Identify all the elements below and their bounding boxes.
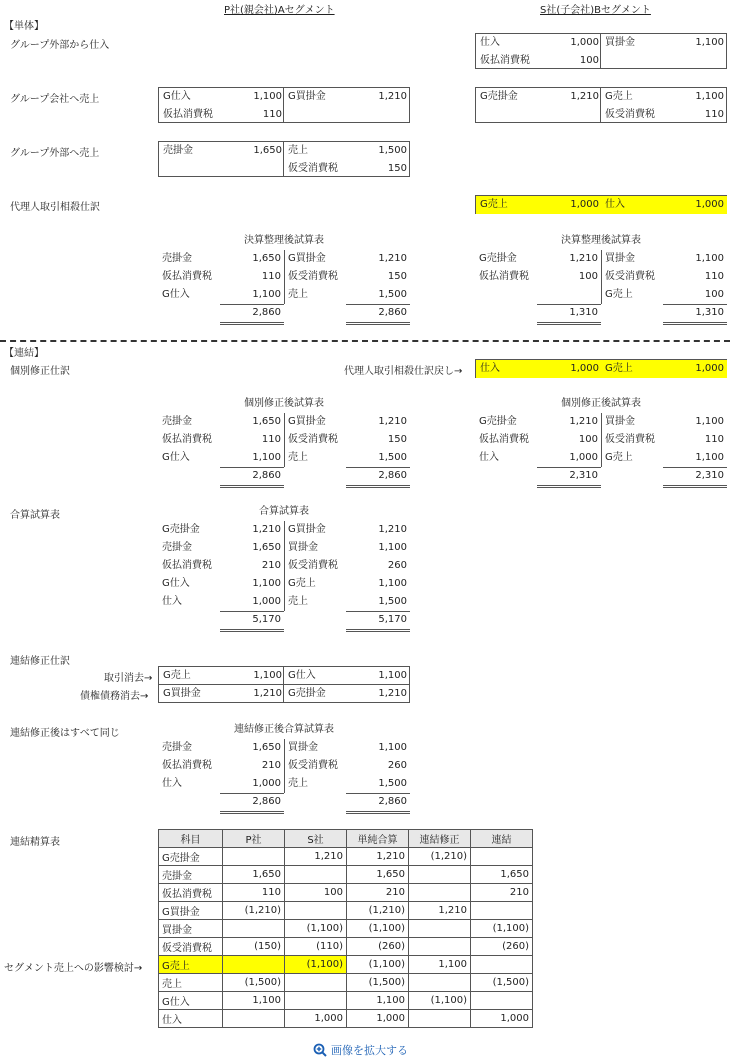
tb-account: 仕入 bbox=[479, 452, 499, 463]
tb-double-line bbox=[346, 811, 410, 814]
tb-total-amount: 2,860 bbox=[378, 470, 407, 481]
tb-account: 仮払消費税 bbox=[479, 271, 529, 282]
tb-left-row bbox=[158, 268, 284, 286]
tb-account: 仮受消費税 bbox=[288, 560, 338, 571]
tb-account: G仕入 bbox=[162, 289, 190, 300]
zoom-label[interactable]: 画像を拡大する bbox=[331, 1044, 408, 1057]
tb-account: G売掛金 bbox=[162, 524, 200, 535]
tb-total-amount: 2,310 bbox=[569, 470, 598, 481]
journal-s-agent-offset: G売上 1,000 仕入 1,000 bbox=[475, 195, 727, 214]
tb-title: 連結修正後合算試算表 bbox=[234, 724, 334, 735]
tb-double-line bbox=[346, 629, 410, 632]
table-cell: (1,100) bbox=[409, 992, 471, 1010]
table-cell: (1,100) bbox=[471, 920, 533, 938]
zoom-link[interactable] bbox=[313, 1042, 408, 1058]
tb-amount: 260 bbox=[387, 760, 407, 771]
tb-right-row bbox=[601, 449, 727, 467]
tb-double-line bbox=[537, 485, 601, 488]
tb-right-row bbox=[284, 593, 410, 611]
tb-amount: 1,100 bbox=[378, 542, 407, 553]
tb-account: 仮払消費税 bbox=[479, 434, 529, 445]
tb-amount: 1,500 bbox=[378, 596, 407, 607]
tb-account: G売掛金 bbox=[479, 416, 517, 427]
tb-total-amount: 2,860 bbox=[252, 470, 281, 481]
tb-left-row bbox=[158, 539, 284, 557]
tb-left-row bbox=[475, 413, 601, 431]
tb-amount: 1,000 bbox=[569, 452, 598, 463]
table-cell bbox=[409, 884, 471, 902]
tb-left-row bbox=[475, 268, 601, 286]
table-cell: (1,500) bbox=[471, 974, 533, 992]
tb-account: G売上 bbox=[605, 452, 633, 463]
tb-account: 仮払消費税 bbox=[162, 271, 212, 282]
tb-account: 仮受消費税 bbox=[288, 434, 338, 445]
tb-account: 仮払消費税 bbox=[162, 434, 212, 445]
table-cell: 売上 bbox=[159, 974, 223, 992]
table-cell bbox=[471, 992, 533, 1010]
tb-right-row bbox=[601, 268, 727, 286]
tb-left-row bbox=[158, 757, 284, 775]
table-row bbox=[159, 848, 533, 866]
table-cell: (260) bbox=[347, 938, 409, 956]
tb-total-row bbox=[475, 304, 601, 322]
tb-left-row bbox=[475, 449, 601, 467]
tb-title: 合算試算表 bbox=[259, 506, 309, 517]
tb-amount: 1,100 bbox=[695, 452, 724, 463]
tb-right-row bbox=[284, 521, 410, 539]
tb-amount: 100 bbox=[578, 271, 598, 282]
tb-account: G仕入 bbox=[162, 452, 190, 463]
table-cell: (110) bbox=[285, 938, 347, 956]
table-row bbox=[159, 866, 533, 884]
tb-amount: 1,650 bbox=[252, 742, 281, 753]
table-row bbox=[159, 974, 533, 992]
table-cell bbox=[471, 956, 533, 974]
tb-total-amount: 2,860 bbox=[252, 796, 281, 807]
zoom-in-icon bbox=[313, 1043, 327, 1057]
tb-account: 売上 bbox=[288, 596, 308, 607]
table-cell bbox=[409, 920, 471, 938]
tb-account: G売上 bbox=[605, 289, 633, 300]
tb-account: 買掛金 bbox=[605, 416, 635, 427]
table-cell bbox=[409, 1010, 471, 1028]
tb-amount: 1,000 bbox=[252, 778, 281, 789]
table-cell: 仮受消費税 bbox=[159, 938, 223, 956]
tb-right-row bbox=[601, 250, 727, 268]
tb-account: 買掛金 bbox=[288, 542, 318, 553]
label-agent-offset: 代理人取引相殺仕訳 bbox=[10, 202, 100, 213]
tb-left-row bbox=[158, 521, 284, 539]
table-cell: 1,650 bbox=[223, 866, 285, 884]
tb-amount: 110 bbox=[261, 434, 281, 445]
tb-account: 仕入 bbox=[162, 596, 182, 607]
tb-double-line bbox=[537, 322, 601, 325]
tb-amount: 1,210 bbox=[378, 524, 407, 535]
table-cell: (1,100) bbox=[285, 920, 347, 938]
tb-account: G買掛金 bbox=[288, 416, 326, 427]
tb-account: 買掛金 bbox=[605, 253, 635, 264]
table-row bbox=[159, 938, 533, 956]
tb-right-row bbox=[284, 449, 410, 467]
tb-amount: 1,100 bbox=[695, 416, 724, 427]
tb-account: 売掛金 bbox=[162, 253, 192, 264]
table-cell bbox=[223, 1010, 285, 1028]
label-ext-sale: グループ外部へ売上 bbox=[10, 148, 100, 159]
table-cell: (1,100) bbox=[285, 956, 347, 974]
table-row bbox=[159, 884, 533, 902]
tb-left-row bbox=[475, 431, 601, 449]
tb-right-row bbox=[284, 539, 410, 557]
tb-total-row bbox=[284, 793, 410, 811]
tb-account: 仮受消費税 bbox=[288, 760, 338, 771]
table-cell: 1,650 bbox=[347, 866, 409, 884]
table-row bbox=[159, 956, 533, 974]
tb-right-row bbox=[284, 268, 410, 286]
tb-total-row bbox=[475, 467, 601, 485]
table-cell: G売掛金 bbox=[159, 848, 223, 866]
tb-total-amount: 5,170 bbox=[378, 614, 407, 625]
tb-total-amount: 2,860 bbox=[252, 307, 281, 318]
table-cell: 1,650 bbox=[471, 866, 533, 884]
tb-amount: 1,100 bbox=[378, 578, 407, 589]
label-trans-elim: 取引消去→ bbox=[104, 673, 153, 684]
table-cell: 1,000 bbox=[471, 1010, 533, 1028]
tb-amount: 1,500 bbox=[378, 452, 407, 463]
header-s-company: S社(子会社)Bセグメント bbox=[540, 5, 651, 16]
table-cell: (260) bbox=[471, 938, 533, 956]
tb-account: 仮受消費税 bbox=[605, 271, 655, 282]
table-cell bbox=[285, 992, 347, 1010]
tb-account: G買掛金 bbox=[288, 524, 326, 535]
tb-left-row bbox=[158, 250, 284, 268]
worksheet-header: S社 bbox=[285, 830, 347, 848]
tb-amount: 1,650 bbox=[252, 542, 281, 553]
tb-amount: 1,500 bbox=[378, 778, 407, 789]
label-consol-adj: 連結修正仕訳 bbox=[10, 656, 70, 667]
tb-right-row bbox=[601, 431, 727, 449]
tb-amount: 1,210 bbox=[378, 416, 407, 427]
tb-total-row bbox=[158, 467, 284, 485]
table-cell: 1,210 bbox=[347, 848, 409, 866]
tb-right-row bbox=[284, 775, 410, 793]
header-p-company: P社(親会社)Aセグメント bbox=[224, 5, 335, 16]
tb-total-row bbox=[601, 304, 727, 322]
tb-title: 個別修正後試算表 bbox=[244, 398, 324, 409]
label-debt-elim: 債権債務消去→ bbox=[80, 691, 149, 702]
table-cell: 100 bbox=[285, 884, 347, 902]
tb-double-line bbox=[220, 811, 284, 814]
tb-double-line bbox=[663, 485, 727, 488]
worksheet-header: 連結 bbox=[471, 830, 533, 848]
table-cell: 1,210 bbox=[285, 848, 347, 866]
table-cell: 買掛金 bbox=[159, 920, 223, 938]
tb-title: 決算整理後試算表 bbox=[244, 235, 324, 246]
table-cell bbox=[285, 902, 347, 920]
tb-right-row bbox=[284, 757, 410, 775]
table-cell: 210 bbox=[471, 884, 533, 902]
tb-total-row bbox=[158, 793, 284, 811]
table-cell: 1,100 bbox=[223, 992, 285, 1010]
tb-total-amount: 2,310 bbox=[695, 470, 724, 481]
table-cell bbox=[223, 848, 285, 866]
tb-title: 決算整理後試算表 bbox=[561, 235, 641, 246]
tb-right-row bbox=[601, 286, 727, 304]
table-cell bbox=[471, 902, 533, 920]
table-row bbox=[159, 920, 533, 938]
tb-total-row bbox=[158, 304, 284, 322]
consol-worksheet bbox=[158, 829, 533, 1028]
tb-account: G売掛金 bbox=[479, 253, 517, 264]
journal-s-group-sale: G売掛金 1,210 G売上 1,100 仮受消費税 110 bbox=[475, 87, 727, 123]
tb-right-row bbox=[284, 557, 410, 575]
tb-total-row bbox=[601, 467, 727, 485]
tb-double-line bbox=[346, 485, 410, 488]
tb-account: 仮受消費税 bbox=[605, 434, 655, 445]
tb-account: 売掛金 bbox=[162, 742, 192, 753]
table-cell: (150) bbox=[223, 938, 285, 956]
label-combined-tb: 合算試算表 bbox=[10, 510, 60, 521]
tb-total-amount: 2,860 bbox=[378, 307, 407, 318]
tb-account: 売上 bbox=[288, 452, 308, 463]
tb-right-row bbox=[284, 250, 410, 268]
table-cell: G仕入 bbox=[159, 992, 223, 1010]
tb-right-row bbox=[284, 431, 410, 449]
worksheet-header: P社 bbox=[223, 830, 285, 848]
tb-double-line bbox=[346, 322, 410, 325]
table-cell: 1,100 bbox=[409, 956, 471, 974]
table-cell: 仮払消費税 bbox=[159, 884, 223, 902]
tb-account: 仮払消費税 bbox=[162, 560, 212, 571]
table-cell: G売上 bbox=[159, 956, 223, 974]
table-cell: 1,210 bbox=[409, 902, 471, 920]
tb-total-row bbox=[284, 304, 410, 322]
table-cell: 1,000 bbox=[285, 1010, 347, 1028]
tb-total-amount: 2,860 bbox=[378, 796, 407, 807]
table-cell: 210 bbox=[347, 884, 409, 902]
tb-left-row bbox=[158, 593, 284, 611]
tb-left-row bbox=[158, 431, 284, 449]
tb-total-amount: 1,310 bbox=[695, 307, 724, 318]
worksheet-header: 連結修正 bbox=[409, 830, 471, 848]
tb-amount: 1,500 bbox=[378, 289, 407, 300]
tb-account: G仕入 bbox=[162, 578, 190, 589]
divider bbox=[0, 340, 730, 342]
table-cell: (1,100) bbox=[347, 956, 409, 974]
worksheet-header: 科目 bbox=[159, 830, 223, 848]
table-cell: (1,210) bbox=[409, 848, 471, 866]
tb-left-row bbox=[158, 739, 284, 757]
tb-amount: 1,650 bbox=[252, 253, 281, 264]
tb-account: 買掛金 bbox=[288, 742, 318, 753]
tb-amount: 150 bbox=[387, 271, 407, 282]
tb-left-row bbox=[475, 250, 601, 268]
tb-right-row bbox=[284, 739, 410, 757]
tb-total-row bbox=[158, 611, 284, 629]
table-cell bbox=[409, 866, 471, 884]
tb-right-row bbox=[601, 413, 727, 431]
tb-left-row bbox=[158, 575, 284, 593]
tb-account: G売上 bbox=[288, 578, 316, 589]
table-cell: (1,500) bbox=[223, 974, 285, 992]
tb-account: 売上 bbox=[288, 289, 308, 300]
section-single: 【単体】 bbox=[4, 21, 44, 32]
tb-right-row bbox=[284, 575, 410, 593]
tb-amount: 110 bbox=[261, 271, 281, 282]
table-cell: 1,100 bbox=[347, 992, 409, 1010]
tb-double-line bbox=[220, 485, 284, 488]
table-cell bbox=[285, 974, 347, 992]
journal-s-ext-purchase: 仕入 1,000 仮払消費税 100 買掛金 1,100 bbox=[475, 33, 727, 69]
journal-p-group-sale: G仕入 1,100 仮払消費税 110 G買掛金 1,210 bbox=[158, 87, 410, 123]
table-cell bbox=[471, 848, 533, 866]
tb-double-line bbox=[220, 629, 284, 632]
label-segment-impact: セグメント売上への影響検討→ bbox=[4, 963, 143, 974]
tb-left-row bbox=[158, 775, 284, 793]
table-cell: G買掛金 bbox=[159, 902, 223, 920]
tb-title: 個別修正後試算表 bbox=[561, 398, 641, 409]
tb-account: 売掛金 bbox=[162, 416, 192, 427]
tb-amount: 1,210 bbox=[378, 253, 407, 264]
tb-amount: 100 bbox=[578, 434, 598, 445]
tb-amount: 1,210 bbox=[569, 253, 598, 264]
table-cell: (1,500) bbox=[347, 974, 409, 992]
tb-left-row bbox=[158, 557, 284, 575]
tb-amount: 110 bbox=[704, 271, 724, 282]
table-cell bbox=[409, 974, 471, 992]
section-consol: 【連結】 bbox=[4, 348, 44, 359]
tb-account: 売掛金 bbox=[162, 542, 192, 553]
tb-amount: 1,000 bbox=[252, 596, 281, 607]
tb-amount: 1,210 bbox=[569, 416, 598, 427]
table-cell: (1,100) bbox=[347, 920, 409, 938]
tb-amount: 260 bbox=[387, 560, 407, 571]
tb-total-amount: 1,310 bbox=[569, 307, 598, 318]
table-cell bbox=[223, 920, 285, 938]
journal-s-agent-reverse: 仕入 1,000 G売上 1,000 bbox=[475, 359, 727, 378]
label-to-group-sale: グループ会社へ売上 bbox=[10, 94, 100, 105]
tb-left-row bbox=[158, 286, 284, 304]
table-cell: 110 bbox=[223, 884, 285, 902]
tb-amount: 1,100 bbox=[378, 742, 407, 753]
label-agent-reverse: 代理人取引相殺仕訳戻し→ bbox=[344, 366, 463, 377]
tb-total-row bbox=[284, 611, 410, 629]
tb-account: 仮払消費税 bbox=[162, 760, 212, 771]
label-indiv-adj: 個別修正仕訳 bbox=[10, 366, 70, 377]
table-row bbox=[159, 992, 533, 1010]
tb-amount: 1,100 bbox=[252, 289, 281, 300]
table-cell: 1,000 bbox=[347, 1010, 409, 1028]
tb-amount: 1,210 bbox=[252, 524, 281, 535]
table-cell: (1,210) bbox=[347, 902, 409, 920]
tb-total-amount: 5,170 bbox=[252, 614, 281, 625]
table-row bbox=[159, 1010, 533, 1028]
tb-right-row bbox=[284, 286, 410, 304]
tb-left-row bbox=[475, 286, 601, 304]
tb-amount: 110 bbox=[704, 434, 724, 445]
tb-double-line bbox=[663, 322, 727, 325]
tb-double-line bbox=[220, 322, 284, 325]
tb-amount: 1,100 bbox=[695, 253, 724, 264]
tb-amount: 210 bbox=[261, 560, 281, 571]
tb-amount: 1,100 bbox=[252, 578, 281, 589]
tb-account: 売上 bbox=[288, 778, 308, 789]
tb-right-row bbox=[284, 413, 410, 431]
tb-amount: 210 bbox=[261, 760, 281, 771]
tb-left-row bbox=[158, 413, 284, 431]
label-ext-purchase: グループ外部から仕入 bbox=[10, 40, 110, 51]
label-worksheet: 連結精算表 bbox=[10, 837, 60, 848]
table-cell: 仕入 bbox=[159, 1010, 223, 1028]
journal-p-ext-sale: 売掛金 1,650 売上 1,500 仮受消費税 150 bbox=[158, 141, 410, 177]
table-row bbox=[159, 902, 533, 920]
table-cell bbox=[409, 938, 471, 956]
tb-account: 仮受消費税 bbox=[288, 271, 338, 282]
journal-trans-elim: G売上 1,100 G仕入 1,100 bbox=[158, 666, 410, 685]
table-cell bbox=[223, 956, 285, 974]
tb-amount: 1,100 bbox=[252, 452, 281, 463]
tb-total-row bbox=[284, 467, 410, 485]
tb-account: G買掛金 bbox=[288, 253, 326, 264]
tb-account: 仕入 bbox=[162, 778, 182, 789]
worksheet-header: 単純合算 bbox=[347, 830, 409, 848]
table-cell bbox=[285, 866, 347, 884]
table-cell: 売掛金 bbox=[159, 866, 223, 884]
tb-amount: 100 bbox=[704, 289, 724, 300]
table-cell: (1,210) bbox=[223, 902, 285, 920]
tb-left-row bbox=[158, 449, 284, 467]
journal-debt-elim: G買掛金 1,210 G売掛金 1,210 bbox=[158, 684, 410, 703]
label-all-same: 連結修正後はすべて同じ bbox=[10, 728, 120, 739]
tb-amount: 1,650 bbox=[252, 416, 281, 427]
tb-amount: 150 bbox=[387, 434, 407, 445]
